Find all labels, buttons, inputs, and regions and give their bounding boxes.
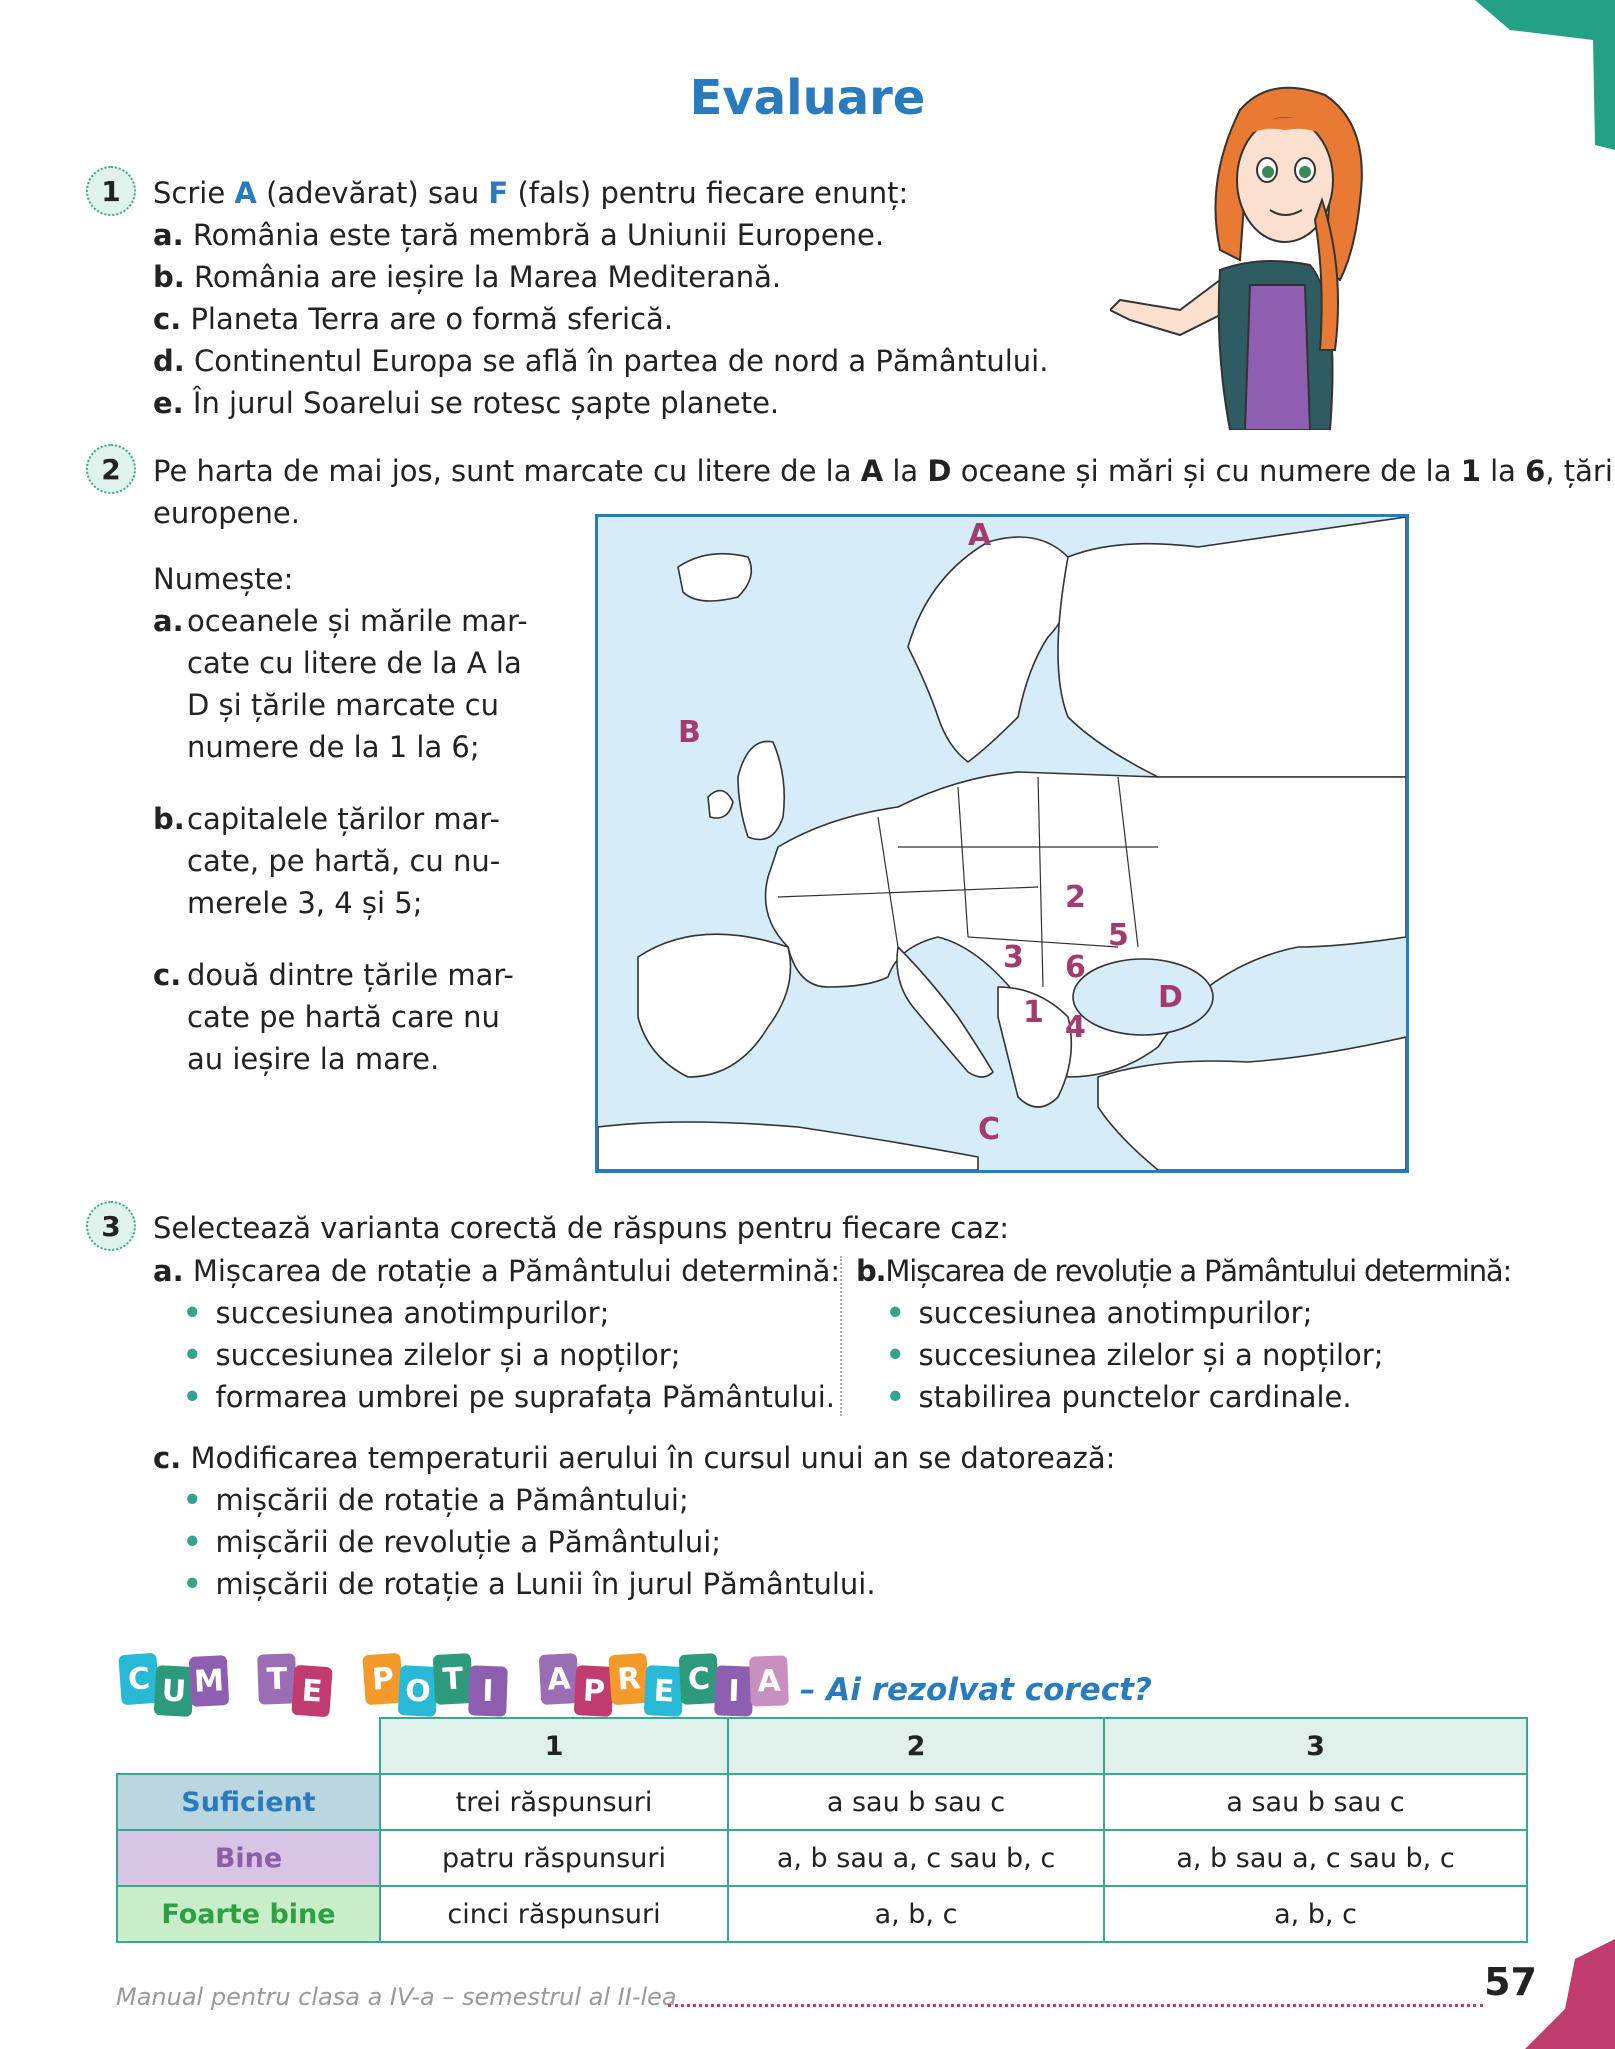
table-row	[117, 1886, 1527, 1942]
table-cell: a, b, c	[728, 1886, 1104, 1942]
bullet-icon: •	[183, 1296, 202, 1330]
title-tile: T	[433, 1653, 474, 1705]
map-label-3: 3	[1003, 940, 1024, 975]
bullet-icon: •	[886, 1338, 905, 1372]
bullet-icon: •	[886, 1296, 905, 1330]
girl-illustration	[1110, 70, 1410, 430]
title-tile: A	[749, 1655, 789, 1706]
option-text: stabilirea punctelor cardinale.	[918, 1380, 1352, 1414]
page-title: Evaluare	[689, 70, 926, 126]
task-line: au ieșire la mare.	[187, 1042, 440, 1076]
table-row	[117, 1774, 1527, 1830]
letter-A: A	[234, 176, 257, 210]
bullet-icon: •	[886, 1380, 905, 1414]
table-header: 3	[1104, 1718, 1527, 1774]
map-label-A: A	[968, 518, 992, 553]
part-label: c.	[153, 1441, 182, 1475]
intro-text: Scrie	[153, 176, 226, 210]
option	[153, 1334, 840, 1376]
map-label-C: C	[978, 1112, 1001, 1147]
title-tile: O	[398, 1665, 439, 1717]
task-line: numere de la 1 la 6;	[187, 730, 480, 764]
option-text: succesiunea anotimpurilor;	[215, 1296, 610, 1330]
task-label: a.	[153, 604, 184, 638]
bullet-icon: •	[183, 1338, 202, 1372]
bullet-icon: •	[183, 1525, 202, 1559]
map-label-2: 2	[1065, 880, 1086, 915]
task-line: cate cu litere de la A la	[187, 646, 522, 680]
option	[153, 1521, 1115, 1563]
option-text: mișcării de revoluție a Pământului;	[215, 1525, 722, 1559]
table-header: 2	[728, 1718, 1104, 1774]
map-label-6: 6	[1065, 950, 1086, 985]
table-cell: a, b, c	[1104, 1886, 1527, 1942]
task-b	[153, 798, 573, 924]
task-line: oceanele și mările mar-	[187, 604, 528, 638]
intro-text: Pe harta de mai jos, sunt marcate cu litere de la	[153, 454, 852, 488]
part-label: a.	[153, 1254, 184, 1288]
britain-shape	[738, 741, 784, 839]
map-label-5: 5	[1108, 918, 1129, 953]
north-africa-shape	[598, 1122, 978, 1170]
column-divider	[840, 1256, 842, 1416]
bullet-icon: •	[183, 1380, 202, 1414]
question-3-part-b	[856, 1250, 1511, 1418]
table-row	[117, 1830, 1527, 1886]
statement-label: a.	[153, 218, 184, 252]
title-tile: P	[574, 1665, 615, 1717]
task-line: merele 3, 4 și 5;	[187, 886, 423, 920]
statement-text: România este țară membră a Uniunii Europene.	[192, 218, 885, 252]
table-cell: a, b sau a, c sau b, c	[728, 1830, 1104, 1886]
option	[153, 1292, 840, 1334]
statement-a	[153, 214, 1048, 256]
statement-c	[153, 298, 1048, 340]
russia-north-shape	[1058, 517, 1406, 777]
task-c	[153, 954, 573, 1080]
statement-text: Planeta Terra are o formă sferică.	[190, 302, 674, 336]
statement-text: În jurul Soarelui se rotesc șapte planete.	[192, 386, 780, 420]
italy-shape	[897, 947, 993, 1077]
title-tile: M	[189, 1655, 230, 1707]
black-sea-shape	[1073, 959, 1213, 1035]
task-a	[153, 600, 573, 768]
intro-text: la	[1490, 454, 1516, 488]
intro-text: , țări	[1545, 454, 1613, 488]
task-label: b.	[153, 802, 185, 836]
option	[153, 1479, 1115, 1521]
table-cell: a sau b sau c	[728, 1774, 1104, 1830]
title-tile: T	[257, 1653, 297, 1704]
option-text: succesiunea zilelor și a nopților;	[918, 1338, 1384, 1372]
question-1-intro	[153, 172, 1048, 214]
ireland-shape	[708, 791, 733, 818]
table-header: 1	[380, 1718, 728, 1774]
task-line: capitalele țărilor mar-	[187, 802, 500, 836]
footer-dotted-line	[668, 2004, 1483, 2007]
row-label: Bine	[117, 1830, 380, 1886]
europe-map	[595, 514, 1409, 1173]
table-cell: a sau b sau c	[1104, 1774, 1527, 1830]
question-number-3: 3	[86, 1201, 136, 1251]
question-3-part-a	[153, 1250, 840, 1418]
intro-bold: D	[927, 454, 952, 488]
table-cell: cinci răspunsuri	[380, 1886, 728, 1942]
iberia-shape	[638, 934, 791, 1077]
option-text: succesiunea zilelor și a nopților;	[215, 1338, 681, 1372]
option	[153, 1563, 1115, 1605]
question-3-intro: Selectează varianta corectă de răspuns pentru fiecare caz:	[153, 1211, 1009, 1245]
bullet-icon: •	[183, 1483, 202, 1517]
option	[856, 1376, 1511, 1418]
option	[856, 1292, 1511, 1334]
statement-label: e.	[153, 386, 184, 420]
title-tile: I	[468, 1665, 508, 1716]
title-tile: C	[679, 1653, 720, 1705]
title-tile: C	[118, 1653, 159, 1706]
statement-text: România are ieșire la Marea Mediterană.	[194, 260, 782, 294]
intro-bold: 1	[1460, 454, 1481, 488]
map-label-D: D	[1158, 980, 1183, 1015]
question-number-1: 1	[86, 166, 136, 216]
task-line: cate, pe hartă, cu nu-	[187, 844, 501, 878]
statement-b	[153, 256, 1048, 298]
row-label: Suficient	[117, 1774, 380, 1830]
assessment-table	[116, 1717, 1528, 1943]
intro-text: oceane și mări și cu numere de la	[960, 454, 1452, 488]
task-line: D și țările marcate cu	[187, 688, 499, 722]
option-text: mișcării de rotație a Lunii în jurul Pământului.	[215, 1567, 876, 1601]
table-corner	[117, 1718, 380, 1774]
part-text: Mișcarea de revoluție a Pământului determină:	[885, 1254, 1512, 1288]
question-3-part-c	[153, 1437, 1115, 1605]
intro-bold: A	[860, 454, 884, 488]
row-label: Foarte bine	[117, 1886, 380, 1942]
statement-label: b.	[153, 260, 185, 294]
option	[153, 1376, 840, 1418]
question-number-2: 2	[86, 444, 136, 494]
intro-text: (fals) pentru fiecare enunț:	[517, 176, 909, 210]
task-line: două dintre țările mar-	[187, 958, 514, 992]
title-tile: U	[154, 1665, 195, 1717]
option-text: succesiunea anotimpurilor;	[918, 1296, 1313, 1330]
self-assessment-subtitle: – Ai rezolvat corect?	[800, 1672, 1152, 1708]
part-text: Mișcarea de rotație a Pământului determină:	[192, 1254, 841, 1288]
scandinavia-shape	[908, 537, 1071, 762]
part-text: Modificarea temperaturii aerului în cursul unui an se datorează:	[190, 1441, 1116, 1475]
table-cell: a, b sau a, c sau b, c	[1104, 1830, 1527, 1886]
title-tile: E	[644, 1665, 685, 1717]
statement-label: c.	[153, 302, 182, 336]
title-tile: A	[539, 1653, 580, 1705]
statement-e	[153, 382, 1048, 424]
statement-label: d.	[153, 344, 185, 378]
iceland-shape	[678, 554, 751, 601]
title-tile: E	[291, 1665, 332, 1718]
table-cell: patru răspunsuri	[380, 1830, 728, 1886]
option-text: mișcării de rotație a Pământului;	[215, 1483, 689, 1517]
title-tile: P	[362, 1653, 403, 1706]
task-line: cate pe hartă care nu	[187, 1000, 500, 1034]
footer-text: Manual pentru clasa a IV-a – semestrul al II-lea	[116, 1983, 677, 2011]
intro-text: la	[892, 454, 919, 488]
statement-text: Continentul Europa se află în partea de nord a Pământului.	[194, 344, 1049, 378]
map-label-1: 1	[1023, 995, 1044, 1030]
table-cell: trei răspunsuri	[380, 1774, 728, 1830]
part-label: b.	[856, 1254, 886, 1288]
question-1	[153, 172, 1048, 424]
letter-F: F	[488, 176, 509, 210]
statement-d	[153, 340, 1048, 382]
title-tile: I	[714, 1665, 754, 1716]
question-2-tasks	[153, 558, 573, 1080]
title-tile: R	[608, 1653, 649, 1706]
name-label: Numește:	[153, 562, 294, 596]
intro-bold: 6	[1525, 454, 1546, 488]
option	[856, 1334, 1511, 1376]
bullet-icon: •	[183, 1567, 202, 1601]
intro-text: (adevărat) sau	[266, 176, 480, 210]
table-header-row	[117, 1718, 1527, 1774]
option-text: formarea umbrei pe suprafața Pământului.	[215, 1380, 836, 1414]
map-label-4: 4	[1065, 1010, 1086, 1045]
intro-text: europene.	[153, 496, 300, 530]
map-label-B: B	[678, 715, 701, 750]
page-number: 57	[1484, 1960, 1537, 2004]
task-label: c.	[153, 958, 182, 992]
